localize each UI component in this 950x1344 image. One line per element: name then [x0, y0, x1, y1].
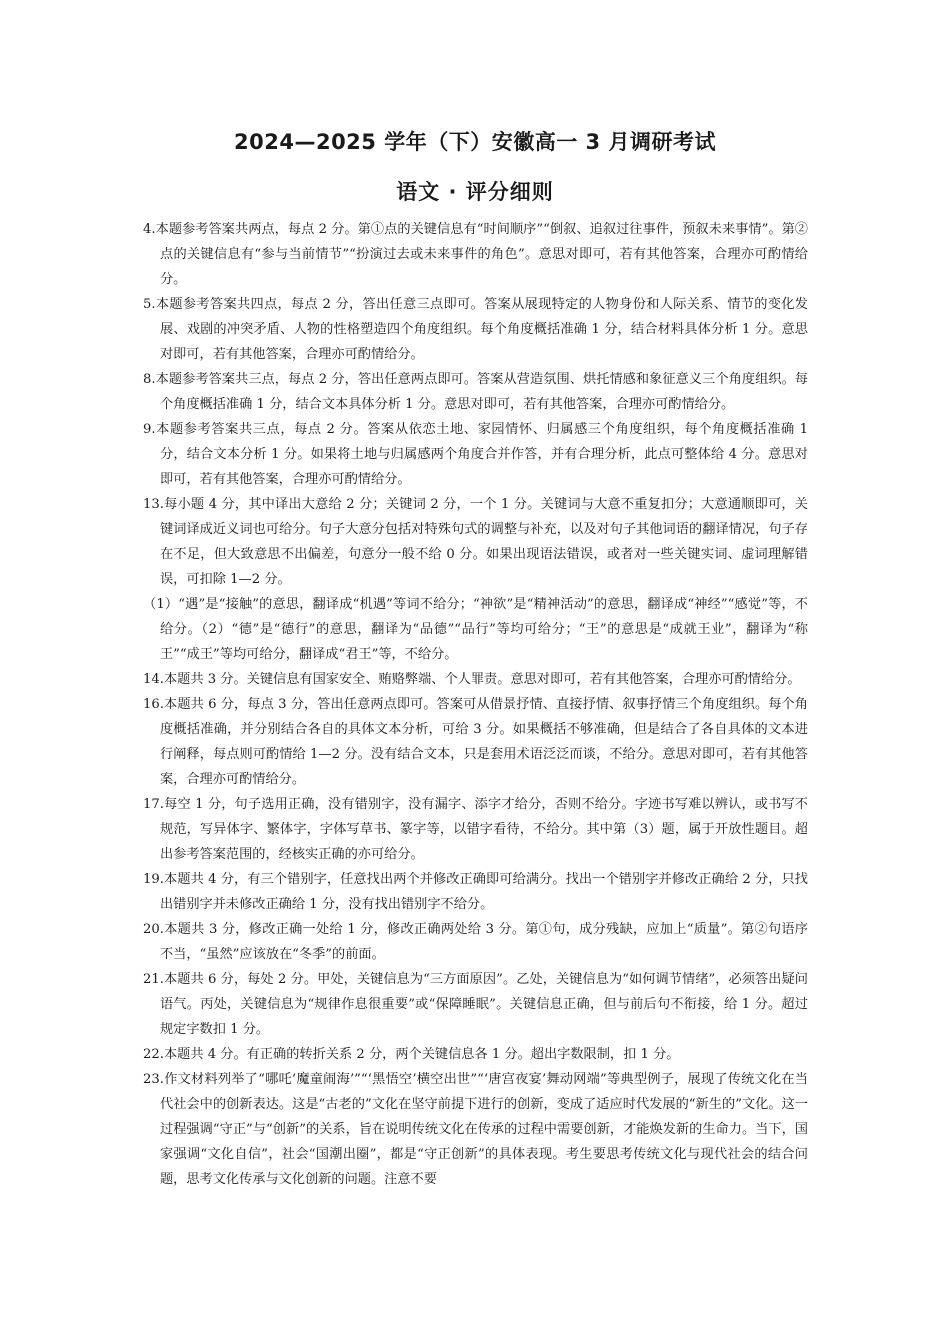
rule-item-9: 9.本题参考答案共三点，每点 2 分。答案从依恋土地、家园情怀、归属感三个角度组织，每个角度概括准确 1 分，结合文本分析 1 分。如果将土地与归属感两个角度合并作答，并有合理分析，此点可整体给 4 分。意思对即可，若有其他答案，合理亦可酌情给分。	[143, 422, 808, 487]
rule-item-17: 17.每空 1 分，句子选用正确，没有错别字，没有漏字、添字才给分，否则不给分。字迹书写难以辨认，或书写不规范，写异体字、繁体字，字体写草书、篆字等，以错字看待，不给分。其中第（3）题，属于开放性题目。超出参考答案范围的，经核实正确的亦可给分。	[143, 797, 808, 862]
rule-item-22: 22.本题共 4 分。有正确的转折关系 2 分，两个关键信息各 1 分。超出字数限制，扣 1 分。	[143, 1047, 680, 1062]
rule-item-20: 20.本题共 3 分，修改正确一处给 1 分，修改正确两处给 3 分。第①句，成分残缺，应加上“质量”。第②句语序不当，“虽然”应该放在“冬季”的前面。	[143, 922, 808, 962]
rule-item-13-detail: （1）“遇”是“接触”的意思，翻译成“机遇”等词不给分；“神欲”是“精神活动”的意思，翻译成“神经”“感觉”等，不给分。（2）“德”是“德行”的意思，翻译为“品德”“品行”等均可给分；“王”的意思是“成就王业”，翻译为“称王”“成王”等均可给分，翻译成“君王”等，不给分。	[143, 597, 808, 662]
rule-item-5: 5.本题参考答案共四点，每点 2 分，答出任意三点即可。答案从展现特定的人物身份和人际关系、情节的变化发展、戏剧的冲突矛盾、人物的性格塑造四个角度组织。每个角度概括准确 1 分，结合材料具体分析 1 分。意思对即可，若有其他答案，合理亦可酌情给分。	[143, 297, 808, 362]
page-subtitle: 语文 · 评分细则	[396, 180, 554, 204]
page-title: 2024—2025 学年（下）安徽高一 3 月调研考试	[234, 130, 716, 154]
scoring-rules-list	[143, 217, 808, 1192]
rule-item-19: 19.本题共 4 分，有三个错别字，任意找出两个并修改正确即可给满分。找出一个错别字并修改正确给 2 分，只找出错别字并未修改正确给 1 分，没有找出错别字不给分。	[143, 872, 808, 912]
rule-item-8: 8.本题参考答案共三点，每点 2 分，答出任意两点即可。答案从营造氛围、烘托情感和象征意义三个角度组织。每个角度概括准确 1 分，结合文本具体分析 1 分。意思对即可，若有其他答案，合理亦可酌情给分。	[143, 372, 808, 412]
rule-item-21: 21.本题共 6 分，每处 2 分。甲处，关键信息为“三方面原因”。乙处，关键信息为“如何调节情绪”，必须答出疑问语气。丙处，关键信息为“规律作息很重要”或“保障睡眠”。关键信息正确，但与前后句不衔接，给 1 分。超过规定字数扣 1 分。	[143, 972, 808, 1037]
rule-item-23: 23.作文材料列举了“哪吒‘魔童闹海’”“‘黑悟空’横空出世”“‘唐宫夜宴’舞动网端”等典型例子，展现了传统文化在当代社会中的创新表达。这是“古老的”文化在坚守前提下进行的创新，变成了适应时代发展的“新生的”文化。这一过程强调“守正”与“创新”的关系，旨在说明传统文化在传承的过程中需要创新，才能焕发新的生命力。当下，国家强调“文化自信”，社会“国潮出圈”，都是“守正创新”的具体表现。考生要思考传统文化与现代社会的结合问题，思考文化传承与文化创新的问题。注意不要	[143, 1072, 808, 1187]
rule-item-4: 4.本题参考答案共两点，每点 2 分。第①点的关键信息有“时间顺序”“倒叙、追叙过往事件，预叙未来事情”。第②点的关键信息有“参与当前情节”“扮演过去或未来事件的角色”。意思对即可，若有其他答案，合理亦可酌情给分。	[143, 222, 808, 287]
rule-item-16: 16.本题共 6 分，每点 3 分，答出任意两点即可。答案可从借景抒情、直接抒情、叙事抒情三个角度组织。每个角度概括准确，并分别结合各自的具体文本分析，可给 3 分。如果概括不够准确，但是结合了各自具体的文本进行阐释，每点则可酌情给 1—2 分。没有结合文本，只是套用术语泛泛而谈，不给分。意思对即可，若有其他答案，合理亦可酌情给分。	[143, 697, 808, 787]
rule-item-13: 13.每小题 4 分，其中译出大意给 2 分；关键词 2 分，一个 1 分。关键词与大意不重复扣分；大意通顺即可，关键词译成近义词也可给分。句子大意分包括对特殊句式的调整与补充，以及对句子其他词语的翻译情况，句子存在不足，但大致意思不出偏差，句意分一般不给 0 分。如果出现语法错误，或者对一些关键实词、虚词理解错误，可扣除 1—2 分。	[143, 497, 808, 587]
rule-item-14: 14.本题共 3 分。关键信息有国家安全、贿赂弊端、个人罪责。意思对即可，若有其他答案，合理亦可酌情给分。	[143, 672, 801, 687]
